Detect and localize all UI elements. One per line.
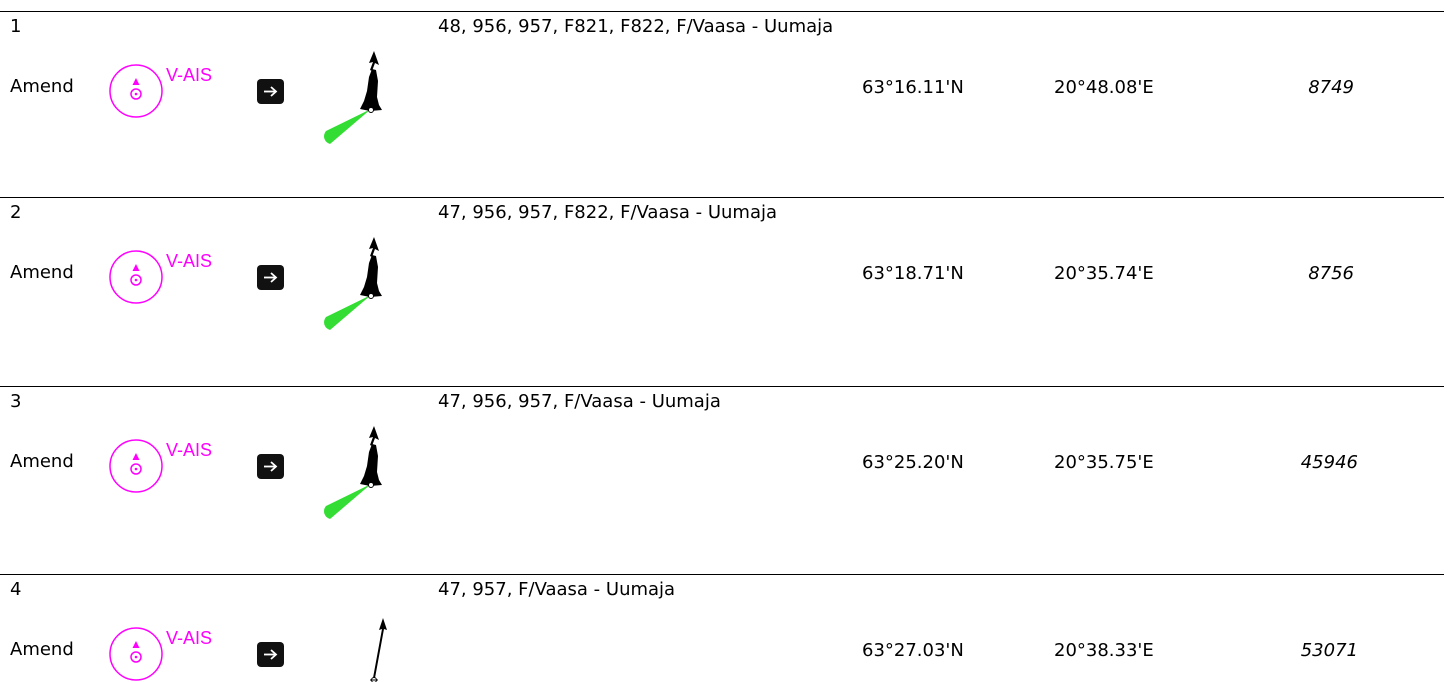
entry-number: 1	[10, 16, 22, 37]
virtual-ais-icon	[108, 626, 164, 682]
arrow-right-icon	[257, 642, 284, 667]
goto-position-button[interactable]	[257, 642, 284, 667]
arrow-right-icon	[257, 79, 284, 104]
amend-link[interactable]: Amend	[10, 262, 74, 283]
ais-label: V-AIS	[166, 65, 213, 85]
buoy-entry	[0, 574, 1451, 682]
notices-list: 47, 956, 957, F822, F/Vaasa - Uumaja	[438, 202, 778, 223]
light-sector-icon	[324, 484, 371, 519]
virtual-ais-icon	[108, 249, 164, 305]
virtual-ais-icon	[108, 438, 164, 494]
entry-divider	[0, 574, 1444, 575]
arrow-right-icon	[257, 454, 284, 479]
buoy-entry	[0, 386, 1451, 581]
virtual-ais-icon	[108, 63, 164, 119]
longitude: 20°35.75'E	[1054, 452, 1154, 473]
goto-position-button[interactable]	[257, 454, 284, 479]
goto-position-button[interactable]	[257, 79, 284, 104]
entry-divider	[0, 11, 1444, 12]
notices-list: 47, 957, F/Vaasa - Uumaja	[438, 579, 676, 600]
light-sector-icon	[324, 295, 371, 330]
reference-number: 8756	[1308, 263, 1354, 284]
amend-link[interactable]: Amend	[10, 76, 74, 97]
buoy-icon	[314, 237, 400, 347]
buoy-entry	[0, 197, 1451, 392]
notices-list: 47, 956, 957, F/Vaasa - Uumaja	[438, 391, 721, 412]
buoy-icon	[314, 618, 400, 682]
entry-number: 4	[10, 579, 22, 600]
latitude: 63°25.20'N	[862, 452, 964, 473]
entry-divider	[0, 386, 1444, 387]
arrow-right-icon	[257, 265, 284, 290]
entry-number: 2	[10, 202, 22, 223]
reference-number: 45946	[1300, 452, 1358, 473]
reference-number: 53071	[1300, 640, 1358, 661]
ais-label: V-AIS	[166, 251, 213, 271]
amend-link[interactable]: Amend	[10, 451, 74, 472]
longitude: 20°35.74'E	[1054, 263, 1154, 284]
longitude: 20°38.33'E	[1054, 640, 1154, 661]
buoy-icon	[314, 426, 400, 536]
amend-link[interactable]: Amend	[10, 639, 74, 660]
ais-label: V-AIS	[166, 440, 213, 460]
light-sector-icon	[324, 109, 371, 144]
notices-list: 48, 956, 957, F821, F822, F/Vaasa - Uumaja	[438, 16, 834, 37]
latitude: 63°18.71'N	[862, 263, 964, 284]
ais-label: V-AIS	[166, 628, 213, 648]
goto-position-button[interactable]	[257, 265, 284, 290]
latitude: 63°16.11'N	[862, 77, 964, 98]
reference-number: 8749	[1308, 77, 1354, 98]
latitude: 63°27.03'N	[862, 640, 964, 661]
buoy-entry	[0, 11, 1451, 206]
entry-divider	[0, 197, 1444, 198]
entry-number: 3	[10, 391, 22, 412]
buoy-icon	[314, 51, 400, 161]
longitude: 20°48.08'E	[1054, 77, 1154, 98]
